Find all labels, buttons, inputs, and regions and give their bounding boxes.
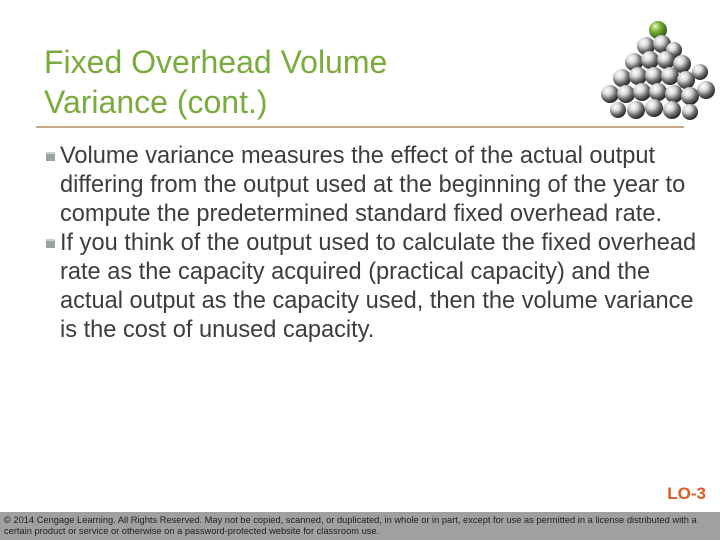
chrome-sphere: [610, 102, 626, 118]
chrome-sphere: [617, 85, 635, 103]
chrome-sphere: [629, 67, 647, 85]
chrome-sphere: [661, 67, 679, 85]
title-divider: [36, 126, 684, 128]
bullet-marker: [46, 152, 55, 161]
bullet-list: [44, 142, 704, 345]
chrome-sphere: [645, 67, 663, 85]
bullet-marker: [46, 239, 55, 248]
chrome-sphere: [633, 83, 651, 101]
chrome-sphere: [697, 81, 715, 99]
chrome-sphere: [641, 51, 659, 69]
chrome-sphere: [682, 104, 698, 120]
chrome-sphere: [649, 83, 667, 101]
chrome-sphere: [613, 69, 631, 87]
slide-title-line-2: Variance (cont.): [44, 84, 268, 120]
chrome-sphere: [627, 101, 645, 119]
chrome-sphere: [665, 85, 683, 103]
chrome-sphere: [645, 99, 663, 117]
bullet-text: Volume variance measures the effect of the actual output differing from the output used at the beginning of the year to compute the predetermined standard fixed overhead rate.: [60, 143, 686, 227]
bullet-text: If you think of the output used to calculate the fixed overhead rate as the capacity acquired (practical capacity) and the actual output as the capacity used, then the volume variance is the cost of unused capacity.: [60, 230, 697, 343]
chrome-sphere: [681, 87, 699, 105]
bullet-item-volume-variance: [44, 142, 704, 229]
bullet-item-unused-capacity: [44, 229, 704, 345]
chrome-sphere: [657, 51, 675, 69]
learning-objective-label: LO-3: [667, 484, 706, 503]
copyright-footer: © 2014 Cengage Learning. All Rights Reserved. May not be copied, scanned, or duplicated, in whole or in part, except for use as permitted in a license distributed with a certain product or service or otherwise on a password-protected website for classroom use.: [0, 512, 720, 540]
slide-title-line-1: Fixed Overhead Volume: [44, 44, 388, 80]
chrome-sphere: [663, 101, 681, 119]
chrome-sphere: [692, 64, 708, 80]
slide-title: [44, 42, 564, 122]
sphere-pyramid-icon: [596, 10, 720, 122]
chrome-sphere: [601, 85, 619, 103]
